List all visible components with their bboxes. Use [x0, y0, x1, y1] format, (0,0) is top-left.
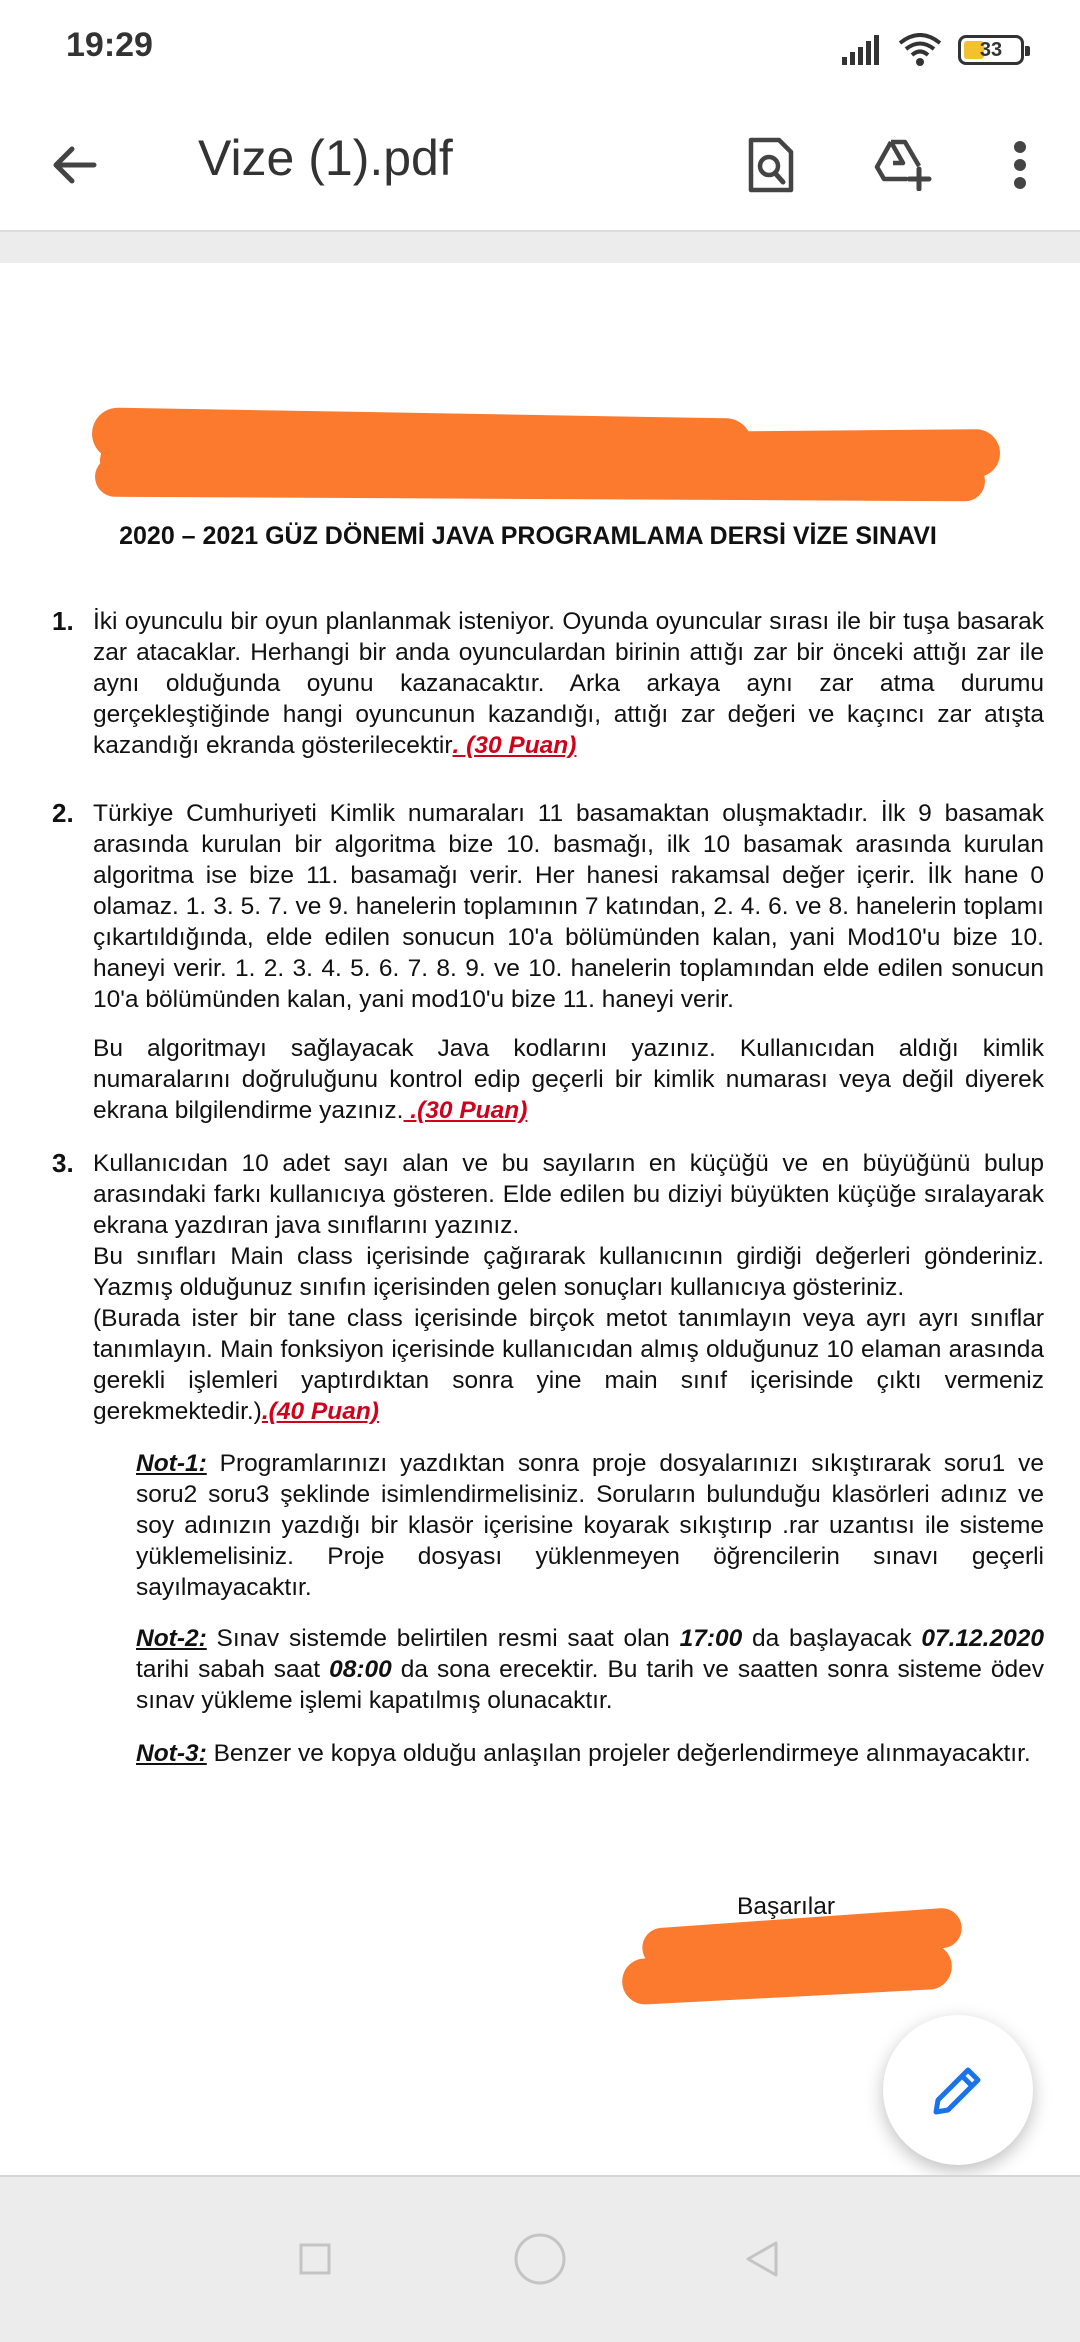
question-body-2: Bu algoritmayı sağlayacak Java kodlarını yazınız. Kullanıcıdan aldığı kimlik numaralarını doğruluğunu kontrol edip geçerli bir kimlik numarası veya değil diyerek ekrana bilgilendirme yazınız.	[93, 1035, 1044, 1124]
note-label: Not-3:	[136, 1740, 207, 1767]
closing-text: Başarılar	[737, 1893, 836, 1920]
add-to-drive-button[interactable]	[868, 130, 938, 200]
back-nav-button[interactable]	[732, 2229, 792, 2289]
status-bar	[0, 0, 1080, 95]
question-body: İki oyunculu bir oyun planlanmak isteniyor. Oyunda oyuncular sırası ile bir tuşa basarak zar atacaklar. Herhangi bir anda oyunculardan birinin attığı zar bir önceki attığı zar ile aynı olduğunda oyunu kazanacaktır. Arka arkaya aynı zar atma durumu gerçekleştiğinde hangi oyuncunun kazandığı, attığı zar değeri ve kaçıncı zar atışta kazandığı ekranda gösterilecektir	[93, 608, 1044, 759]
note-text: da sona erecektir. Bu tarih ve saatten sonra sisteme ödev sınav yükleme işlemi kapatılmış olunacaktır.	[136, 1656, 1044, 1714]
note-date: 07.12.2020	[921, 1625, 1044, 1652]
question-number: 2.	[52, 798, 74, 828]
question-text	[93, 606, 1044, 761]
status-time: 19:29	[66, 26, 153, 64]
question-body-2: Bu sınıfları Main class içerisinde çağırarak kullanıcının girdiği değerleri gönderiniz. Yazmış olduğunuz sınıfın içerisinden gelen sonuçları kullanıcıya gösteriniz.	[93, 1243, 1044, 1301]
note-2	[136, 1623, 1044, 1716]
question-body: Türkiye Cumhuriyeti Kimlik numaraları 11 basamaktan oluşmaktadır. İlk 9 basamak arasında kurulan bir algoritma bize 10. basmağı, ilk 10 basamak arasında kurulan algoritma ise bize 11. basamağı verir. Her hanesi rakamsal değer içerir. İlk hane 0 olamaz. 1. 3. 5. 7. ve 9. hanelerin toplamının 7 katından, 2. 4. 6. ve 8. hanelerin toplamı çıkartıldığında, elde edilen sonucun 10'a bölümünden kalan, yani Mod10'u bize 10. haneyi verir. 1. 2. 3. 4. 5. 6. 7. 8. 9. ve 10. hanelerin toplamından elde edilen sonucun 10'a bölümünden kalan, yani mod10'u bize 11. haneyi verir.	[93, 800, 1044, 1013]
question-number: 3.	[52, 1148, 74, 1178]
back-button[interactable]	[40, 130, 110, 200]
search-document-icon	[745, 137, 797, 193]
question-points: .(30 Puan)	[403, 1097, 528, 1124]
question-text	[93, 1148, 1044, 1427]
document-title: Vize (1).pdf	[198, 130, 453, 186]
app-bar	[0, 95, 1080, 232]
battery-level: 33	[979, 39, 1003, 61]
note-text: Sınav sistemde belirtilen resmi saat olan	[206, 1625, 680, 1652]
question-body-3: (Burada ister bir tane class içerisinde birçok metot tanımlayın veya ayrı ayrı sınıflar tanımlayın. Main fonksiyon içerisinde kullanıcıdan almış olduğunuz 10 elaman arasında gerekli işlemleri yaptırdıktan sonra yine main sınıf içerisinde çıktı vermeniz gerekmektedir.)	[93, 1305, 1044, 1425]
add-to-drive-icon	[873, 139, 933, 191]
pdf-page	[0, 263, 1080, 2175]
back-triangle-icon	[744, 2239, 780, 2279]
home-circle-icon	[512, 2231, 568, 2287]
question-points: .(40 Puan)	[261, 1398, 379, 1425]
battery-icon	[958, 35, 1024, 65]
system-navigation-bar	[0, 2175, 1080, 2342]
document-content	[0, 263, 1080, 2175]
question-number: 1.	[52, 606, 74, 636]
note-1	[136, 1448, 1044, 1603]
edit-pencil-icon	[928, 2060, 988, 2120]
more-vert-icon	[1012, 139, 1028, 191]
recents-button[interactable]	[285, 2229, 345, 2289]
note-time-end: 08:00	[329, 1656, 392, 1683]
note-text: Benzer ve kopya olduğu anlaşılan projeler değerlendirmeye alınmayacaktır.	[206, 1740, 1031, 1767]
recents-square-icon	[298, 2242, 332, 2276]
note-text: Programlarınızı yazdıktan sonra proje dosyalarınızı sıkıştırarak soru1 ve soru2 soru3 şeklinde isimlendirmelisiniz. Soruların bulunduğu klasörleri adınız ve soy adınızın yazdığı bir klasör içerisine koyarak sıkıştırıp .rar uzantısı ile sisteme yüklemelisiniz. Proje dosyası yüklenmeyen öğrencilerin sınavı geçerli sayılmayacaktır.	[136, 1450, 1044, 1601]
home-button[interactable]	[510, 2229, 570, 2289]
edit-button[interactable]	[883, 2015, 1033, 2165]
back-arrow-icon	[50, 140, 100, 190]
note-time-start: 17:00	[679, 1625, 743, 1652]
exam-title: 2020 – 2021 GÜZ DÖNEMİ JAVA PROGRAMLAMA DERSİ VİZE SINAVI	[119, 522, 937, 550]
note-label: Not-1:	[136, 1450, 207, 1477]
question-body: Kullanıcıdan 10 adet sayı alan ve bu sayıların en küçüğü ve en büyüğünü bulup arasındaki farkı kullanıcıya gösteren. Elde edilen bu diziyi büyükten küçüğe sıralayarak ekrana yazdıran java sınıflarını yazınız.	[93, 1150, 1044, 1239]
note-text: da başlayacak	[742, 1625, 922, 1652]
question-text	[93, 798, 1044, 1126]
note-label: Not-2:	[136, 1625, 207, 1652]
note-3	[136, 1738, 1044, 1769]
redaction-mark	[95, 457, 985, 502]
wifi-icon	[898, 33, 942, 67]
signal-icon	[842, 35, 882, 65]
question-points: . (30 Puan)	[452, 732, 577, 759]
more-options-button[interactable]	[985, 130, 1055, 200]
find-in-document-button[interactable]	[736, 130, 806, 200]
note-text: tarihi sabah saat	[136, 1656, 330, 1683]
status-icons	[842, 30, 1024, 70]
